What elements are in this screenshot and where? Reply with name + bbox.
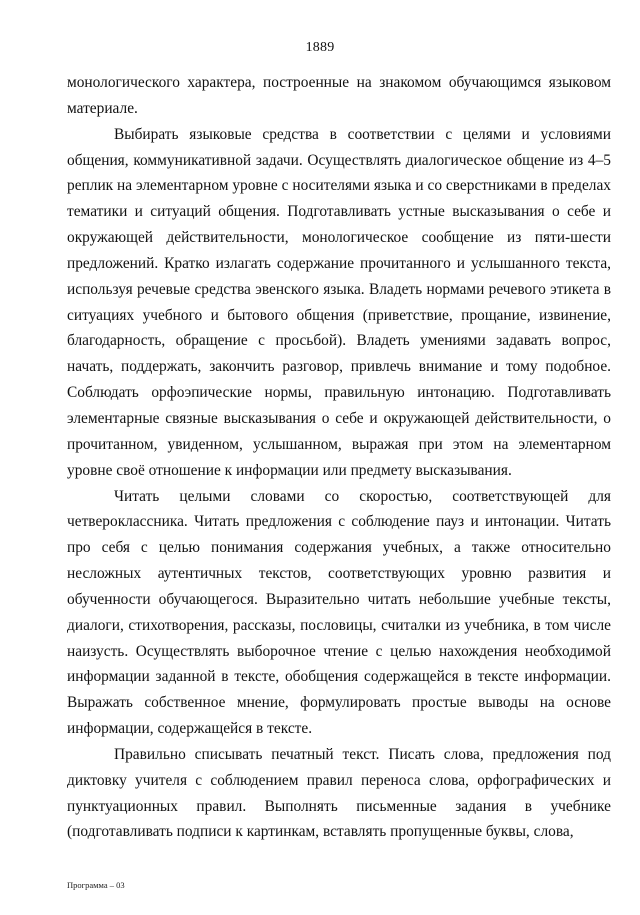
page-footer: Программа – 03 xyxy=(67,880,125,890)
paragraph-writing-skills: Правильно списывать печатный текст. Писать слова, предложения под диктовку учителя с соблюдением правил переноса слова, орфографических и пунктуационных правил. Выполнять письменные задания в учебнике (подготавливать подписи к картинкам, вставлять пропущенные буквы, слова, xyxy=(67,745,611,841)
paragraph-reading-skills: Читать целыми словами со скоростью, соответствующей для четвероклассника. Читать предложения с соблюдение пауз и интонации. Читать про себя с целью понимания содержания учебных, а также относительно несложных аутентичных текстов, соответствующих уровню развития и обученности обучающегося. Выразительно читать небольшие учебные тексты, диалоги, стихотворения, рассказы, пословицы, считалки из учебника, в том числе наизусть. Осуществлять выборочное чтение с целью нахождения необходимой информации заданной в тексте, обобщения содержащейся в тексте информации. Выражать собственное мнение, формулировать простые выводы на основе информации, содержащейся в тексте. xyxy=(67,487,611,738)
paragraph-continuation: монологического характера, построенные на знакомом обучающимся языковом материале. xyxy=(67,74,611,117)
body-text xyxy=(67,70,611,845)
paragraph-speaking-skills: Выбирать языковые средства в соответствии с целями и условиями общения, коммуникативной задачи. Осуществлять диалогическое общение из 4–5 реплик на элементарном уровне с носителями языка и со сверстниками в пределах тематики и ситуаций общения. Подготавливать устные высказывания о себе и окружающей действительности, монологическое сообщение из пяти-шести предложений. Кратко излагать содержание прочитанного и услышанного текста, используя речевые средства эвенского языка. Владеть нормами речевого этикета в ситуациях учебного и бытового общения (приветствие, прощание, извинение, благодарность, обращение с просьбой). Владеть умениями задавать вопрос, начать, поддержать, закончить разговор, привлечь внимание и тому подобное. Соблюдать орфоэпические нормы, правильную интонацию. Подготавливать элементарные связные высказывания о себе и окружающей действительности, о прочитанном, увиденном, услышанном, выражая при этом на элементарном уровне своё отношение к информации или предмету высказывания. xyxy=(67,125,611,479)
page-number: 1889 xyxy=(305,40,335,55)
